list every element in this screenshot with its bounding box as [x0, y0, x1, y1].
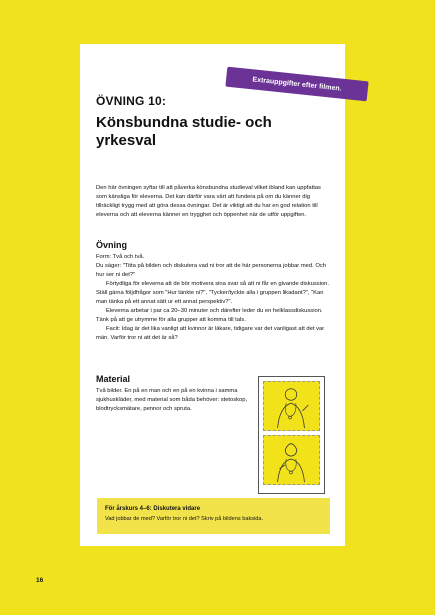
- exercise-title: Könsbundna studie- och yrkesval: [96, 114, 272, 149]
- intro-paragraph: Den här övningen syftar till att påverka könsbundna studieval vilket ibland kan uppfattas som känsliga för eleverna. Det kan därför vara värt att fundera på om du känner dig tillräckligt trygg med att göra dessa övningar. Det är viktigt att du har en god relation till eleverna och att eleverna känner en trygghet och öppenhet när de utför uppgiften.: [96, 185, 321, 218]
- discussion-title: För årskurs 4–6: Diskutera vidare: [105, 506, 201, 512]
- discussion-text: Vad jobbar de med? Varför tror ni det? Skriv på bildens baksida.: [105, 516, 264, 522]
- material-heading: Material: [96, 374, 131, 384]
- man-doctor-illustration: [264, 382, 319, 430]
- ovning-paragraph-1: Förtydliga för eleverna att de bör motivera sina svar så att ni får en givande diskussion. Ställ gärna följdfrågor som "Hur tänkte ni?", "Tycker/tyckte alla i gruppen likadant?", "Kan man tänka på ett annat sätt ur ett annat perspektiv?".: [96, 281, 329, 305]
- woman-doctor-illustration: [264, 436, 319, 484]
- ovning-paragraph-2: Eleverna arbetar i par ca 20–30 minuter och därefter leder du en helklassdiskussion. Tänk på att ge utrymme för alla grupper att komma till tals.: [96, 308, 323, 323]
- page-number: 16: [36, 577, 44, 584]
- material-text: Två bilder. En på en man och en på en kvinna i samma sjukhuskläder, med material som båda behöver: stetoskop, blodtrycksmätare, pennor och spruta.: [96, 388, 248, 412]
- discussion-box: [97, 498, 330, 534]
- ovning-says: Du säger: "Titta på bilden och diskutera vad ni tror att de här personerna jobbar med. Och hur ser ni det?": [96, 263, 326, 278]
- ovning-fact: Facit: Idag är det lika vanligt att kvinnor är läkare, tidigare var det vanligast att det var män. Varför tror ni att det är så?: [96, 326, 325, 341]
- ovning-heading: Övning: [96, 240, 127, 250]
- ovning-form: Form: Två och två.: [96, 254, 145, 260]
- extra-tasks-badge: Extrauppgifter efter filmen.: [225, 67, 368, 102]
- woman-doctor-image: [263, 435, 320, 485]
- man-doctor-image: [263, 381, 320, 431]
- ovning-section: [96, 253, 332, 343]
- exercise-number: ÖVNING 10:: [96, 94, 167, 108]
- picture-cards: [258, 376, 325, 494]
